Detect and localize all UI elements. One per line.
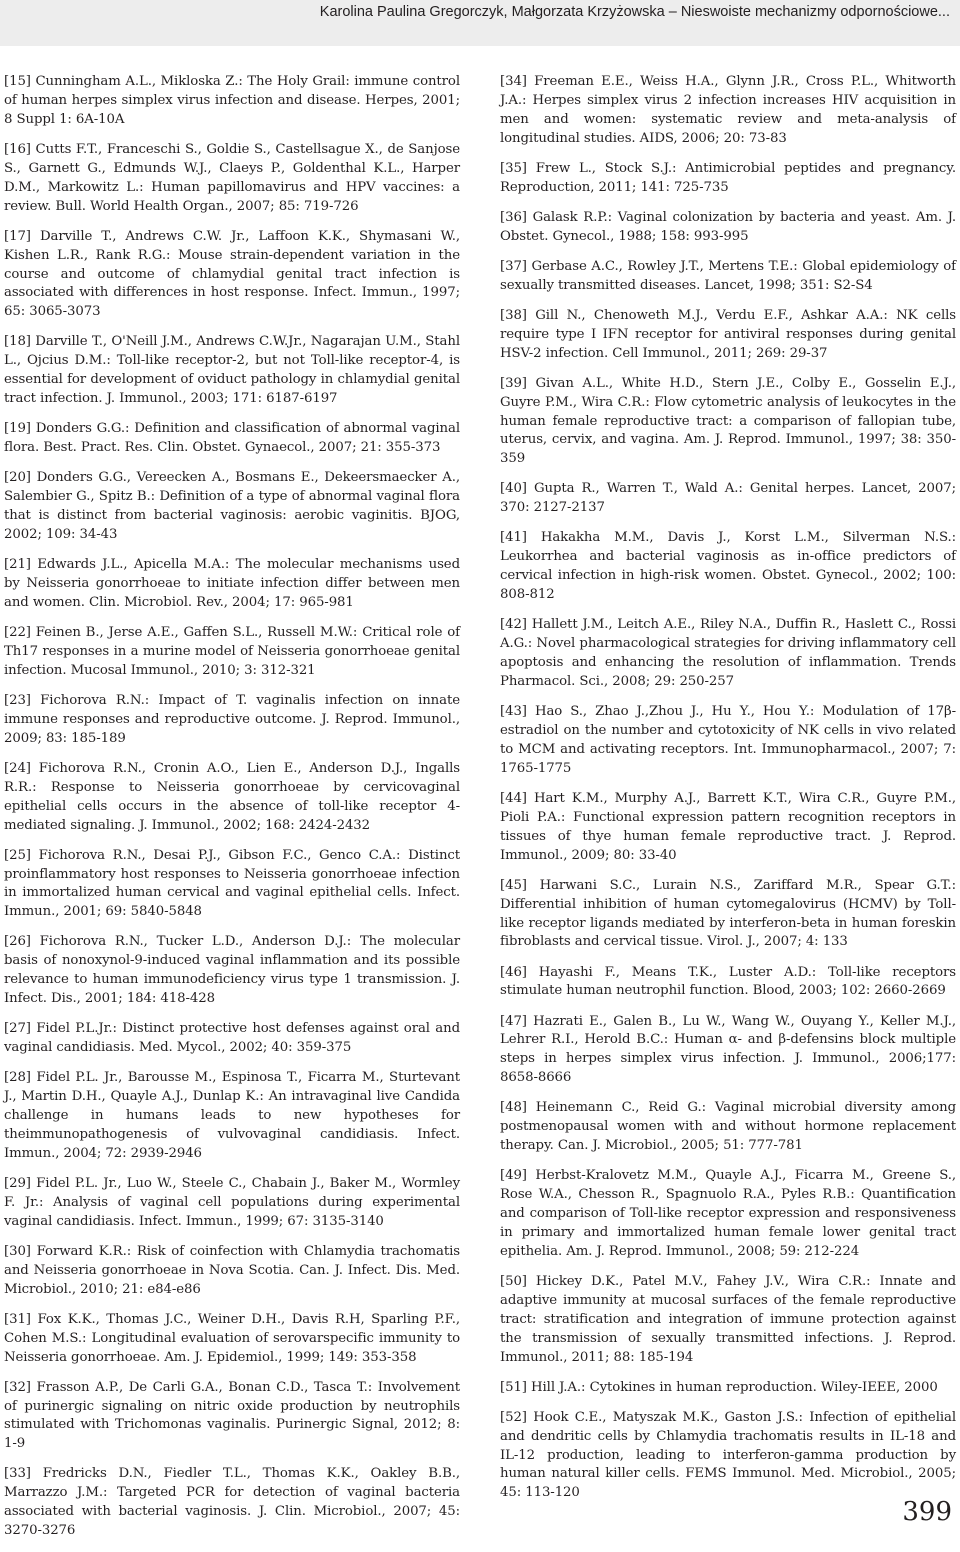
reference-entry: [19] Donders G.G.: Definition and classification of abnormal vaginal flora. Best. Pract. Res. Clin. Obstet. Gynaecol., 2007; 21: 355-373	[4, 421, 460, 456]
running-header	[0, 0, 960, 46]
reference-entry: [50] Hickey D.K., Patel M.V., Fahey J.V., Wira C.R.: Innate and adaptive immunity at mucosal surfaces of the female reproductive tract: stratification and integration of immune protection against the transmission of sexually transmitted infections. J. Reprod. Immunol., 2011; 88: 185-194	[500, 1273, 956, 1365]
reference-entry: [22] Feinen B., Jerse A.E., Gaffen S.L., Russell M.W.: Critical role of Th17 responses in a murine model of Neisseria gonorrhoeae genital infection. Mucosal Immunol., 2010; 3: 312-321	[4, 624, 460, 678]
reference-entry: [46] Hayashi F., Means T.K., Luster A.D.: Toll-like receptors stimulate human neutrophil function. Blood, 2003; 102: 2660-2669	[500, 964, 956, 999]
reference-list-left-column	[4, 73, 460, 1552]
reference-entry: [41] Hakakha M.M., Davis J., Korst L.M., Silverman N.S.: Leukorrhea and bacterial vaginosis as in-office predictors of cervical infection in high-risk women. Obstet. Gynecol., 2002; 100: 808-812	[500, 530, 956, 603]
reference-entry: [24] Fichorova R.N., Cronin A.O., Lien E., Anderson D.J., Ingalls R.R.: Response to Neisseria gonorrhoeae by cervicovaginal epithelial cells occurs in the absence of toll-like receptor 4-mediated signaling. J. Immunol., 2002; 168: 2424-2432	[4, 760, 460, 833]
reference-entry: [17] Darville T., Andrews C.W. Jr., Laffoon K.K., Shymasani W., Kishen L.R., Rank R.G.: Mouse strain-dependent variation in the course and outcome of chlamydial genital tract infection is associated with differences in host response. Infect. Immun., 1997; 65: 3065-3073	[4, 228, 460, 320]
reference-entry: [39] Givan A.L., White H.D., Stern J.E., Colby E., Gosselin E.J., Guyre P.M., Wira C.R.: Flow cytometric analysis of leukocytes in the human female reproductive tract: a comparison of fallopian tube, uterus, cervix, and vagina. Am. J. Reprod. Immunol., 1997; 38: 350-359	[500, 375, 956, 467]
reference-entry: [43] Hao S., Zhao J.,Zhou J., Hu Y., Hou Y.: Modulation of 17β-estradiol on the number and cytotoxicity of NK cells in vivo related to MCM and activating receptors. Int. Immunopharmacol., 2007; 7: 1765-1775	[500, 704, 956, 776]
running-title: Karolina Paulina Gregorczyk, Małgorzata Krzyżowska – Nieswoiste mechanizmy odpornościowe...	[319, 4, 950, 20]
reference-entry: [27] Fidel P.L.Jr.: Distinct protective host defenses against oral and vaginal candidiasis. Med. Mycol., 2002; 40: 359-375	[4, 1021, 460, 1056]
reference-entry: [38] Gill N., Chenoweth M.J., Verdu E.F., Ashkar A.A.: NK cells require type I IFN receptor for antiviral responses during genital HSV-2 infection. Cell Immunol., 2011; 269: 29-37	[500, 307, 956, 361]
reference-entry: [36] Galask R.P.: Vaginal colonization by bacteria and yeast. Am. J. Obstet. Gynecol., 1988; 158: 993-995	[500, 209, 956, 244]
reference-entry: [34] Freeman E.E., Weiss H.A., Glynn J.R., Cross P.L., Whitworth J.A.: Herpes simplex virus 2 infection increases HIV acquisition in men and women: systematic review and meta-analysis of longitudinal studies. AIDS, 2006; 20: 73-83	[500, 74, 956, 146]
reference-entry: [25] Fichorova R.N., Desai P.J., Gibson F.C., Genco C.A.: Distinct proinflammatory host responses to Neisseria gonorrhoeae infection in immortalized human cervical and vaginal epithelial cells. Infect. Immun., 2001; 69: 5840-5848	[4, 847, 460, 920]
reference-entry: [20] Donders G.G., Vereecken A., Bosmans E., Dekeersmaecker A., Salembier G., Spitz B.: Definition of a type of abnormal vaginal flora that is distinct from bacterial vaginosis: aerobic vaginitis. BJOG, 2002; 109: 34-43	[4, 470, 460, 542]
reference-entry: [48] Heinemann C., Reid G.: Vaginal microbial diversity among postmenopausal women with and without hormone replacement therapy. Can. J. Microbiol., 2005; 51: 777-781	[500, 1100, 956, 1154]
reference-entry: [33] Fredricks D.N., Fiedler T.L., Thomas K.K., Oakley B.B., Marrazzo J.M.: Targeted PCR for detection of vaginal bacteria associated with bacterial vaginosis. J. Clin. Microbiol., 2007; 45: 3270-3276	[4, 1466, 460, 1539]
reference-entry: [26] Fichorova R.N., Tucker L.D., Anderson D.J.: The molecular basis of nonoxynol-9-induced vaginal inflammation and its possible relevance to human immunodeficiency virus type 1 transmission. J. Infect. Dis., 2001; 184: 418-428	[4, 934, 460, 1007]
reference-entry: [32] Frasson A.P., De Carli G.A., Bonan C.D., Tasca T.: Involvement of purinergic signaling on nitric oxide production by neutrophils stimulated with Trichomonas vaginalis. Purinergic Signal, 2012; 8: 1-9	[4, 1379, 460, 1452]
reference-entry: [15] Cunningham A.L., Mikloska Z.: The Holy Grail: immune control of human herpes simplex virus infection and disease. Herpes, 2001; 8 Suppl 1: 6A-10A	[4, 74, 460, 127]
reference-entry: [35] Frew L., Stock S.J.: Antimicrobial peptides and pregnancy. Reproduction, 2011; 141: 725-735	[500, 160, 956, 195]
reference-entry: [45] Harwani S.C., Lurain N.S., Zariffard M.R., Spear G.T.: Differential inhibition of human cytomegalovirus (HCMV) by Toll-like receptor ligands mediated by interferon-beta in human foreskin fibroblasts and cervical tissue. Virol. J., 2007; 4: 133	[500, 877, 956, 950]
reference-entry: [28] Fidel P.L. Jr., Barousse M., Espinosa T., Ficarra M., Sturtevant J., Martin D.H., Quayle A.J., Dunlap K.: An intravaginal live Candida challenge in humans leads to new hypotheses for theimmunopathogenesis of vulvovaginal candidiasis. Infect. Immun., 2004; 72: 2939-2946	[4, 1070, 460, 1161]
reference-entry: [49] Herbst-Kralovetz M.M., Quayle A.J., Ficarra M., Greene S., Rose W.A., Chesson R., Spagnuolo R.A., Pyles R.B.: Quantification and comparison of Toll-like receptor expression and responsiveness in primary and immortalized human female lower genital tract epithelia. Am. J. Reprod. Immunol., 2008; 59: 212-224	[500, 1168, 956, 1259]
reference-entry: [52] Hook C.E., Matyszak M.K., Gaston J.S.: Infection of epithelial and dendritic cells by Chlamydia trachomatis results in IL-18 and IL-12 production, leading to interferon-gamma production by human natural killer cells. FEMS Immunol. Med. Microbiol., 2005; 45: 113-120	[500, 1409, 956, 1501]
reference-list-right-column	[500, 73, 956, 1514]
reference-entry: [30] Forward K.R.: Risk of coinfection with Chlamydia trachomatis and Neisseria gonorrhoeae in Nova Scotia. Can. J. Infect. Dis. Med. Microbiol., 2010; 21: e84-e86	[4, 1243, 460, 1297]
reference-entry: [31] Fox K.K., Thomas J.C., Weiner D.H., Davis R.H, Sparling P.F., Cohen M.S.: Longitudinal evaluation of serovarspecific immunity to Neisseria gonorrhoeae. Am. J. Epidemiol., 1999; 149: 353-358	[4, 1311, 460, 1365]
reference-entry: [44] Hart K.M., Murphy A.J., Barrett K.T., Wira C.R., Guyre P.M., Pioli P.A.: Functional expression pattern recognition receptors in tissues of thye human female reproductive tract. J. Reprod. Immunol., 2009; 80: 33-40	[500, 790, 956, 863]
reference-entry: [37] Gerbase A.C., Rowley J.T., Mertens T.E.: Global epidemiology of sexually transmitted diseases. Lancet, 1998; 351: S2-S4	[500, 258, 956, 293]
reference-entry: [29] Fidel P.L. Jr., Luo W., Steele C., Chabain J., Baker M., Wormley F. Jr.: Analysis of vaginal cell populations during experimental vaginal candidiasis. Infect. Immun., 1999; 67: 3135-3140	[4, 1175, 460, 1229]
reference-entry: [40] Gupta R., Warren T., Wald A.: Genital herpes. Lancet, 2007; 370: 2127-2137	[500, 481, 956, 516]
reference-entry: [51] Hill J.A.: Cytokines in human reproduction. Wiley-IEEE, 2000	[500, 1379, 938, 1395]
reference-entry: [42] Hallett J.M., Leitch A.E., Riley N.A., Duffin R., Haslett C., Rossi A.G.: Novel pharmacological strategies for driving inflammatory cell apoptosis and enhancing the resolution of inflammation. Trends Pharmacol. Sci., 2008; 29: 250-257	[500, 617, 956, 689]
reference-entry: [18] Darville T., O'Neill J.M., Andrews C.W.Jr., Nagarajan U.M., Stahl L., Ojcius D.M.: Toll-like receptor-2, but not Toll-like receptor-4, is essential for development of oviduct pathology in chlamydial genital tract infection. J. Immunol., 2003; 171: 6187-6197	[4, 334, 460, 407]
page-number: 399	[902, 1497, 952, 1527]
reference-entry: [16] Cutts F.T., Franceschi S., Goldie S., Castellsague X., de Sanjose S., Garnett G., Edmunds W.J., Claeys P., Goldenthal K.L., Harper D.M., Markowitz L.: Human papillomavirus and HPV vaccines: a review. Bull. World Health Organ., 2007; 85: 719-726	[4, 141, 460, 214]
reference-entry: [23] Fichorova R.N.: Impact of T. vaginalis infection on innate immune responses and reproductive outcome. J. Reprod. Immunol., 2009; 83: 185-189	[4, 692, 460, 746]
reference-entry: [21] Edwards J.L., Apicella M.A.: The molecular mechanisms used by Neisseria gonorrhoeae to initiate infection differ between men and women. Clin. Microbiol. Rev., 2004; 17: 965-981	[4, 557, 460, 610]
reference-entry: [47] Hazrati E., Galen B., Lu W., Wang W., Ouyang Y., Keller M.J., Lehrer R.I., Herold B.C.: Human α- and β-defensins block multiple steps in herpes simplex virus infection. J. Immunol., 2006;177: 8658-8666	[500, 1013, 956, 1086]
